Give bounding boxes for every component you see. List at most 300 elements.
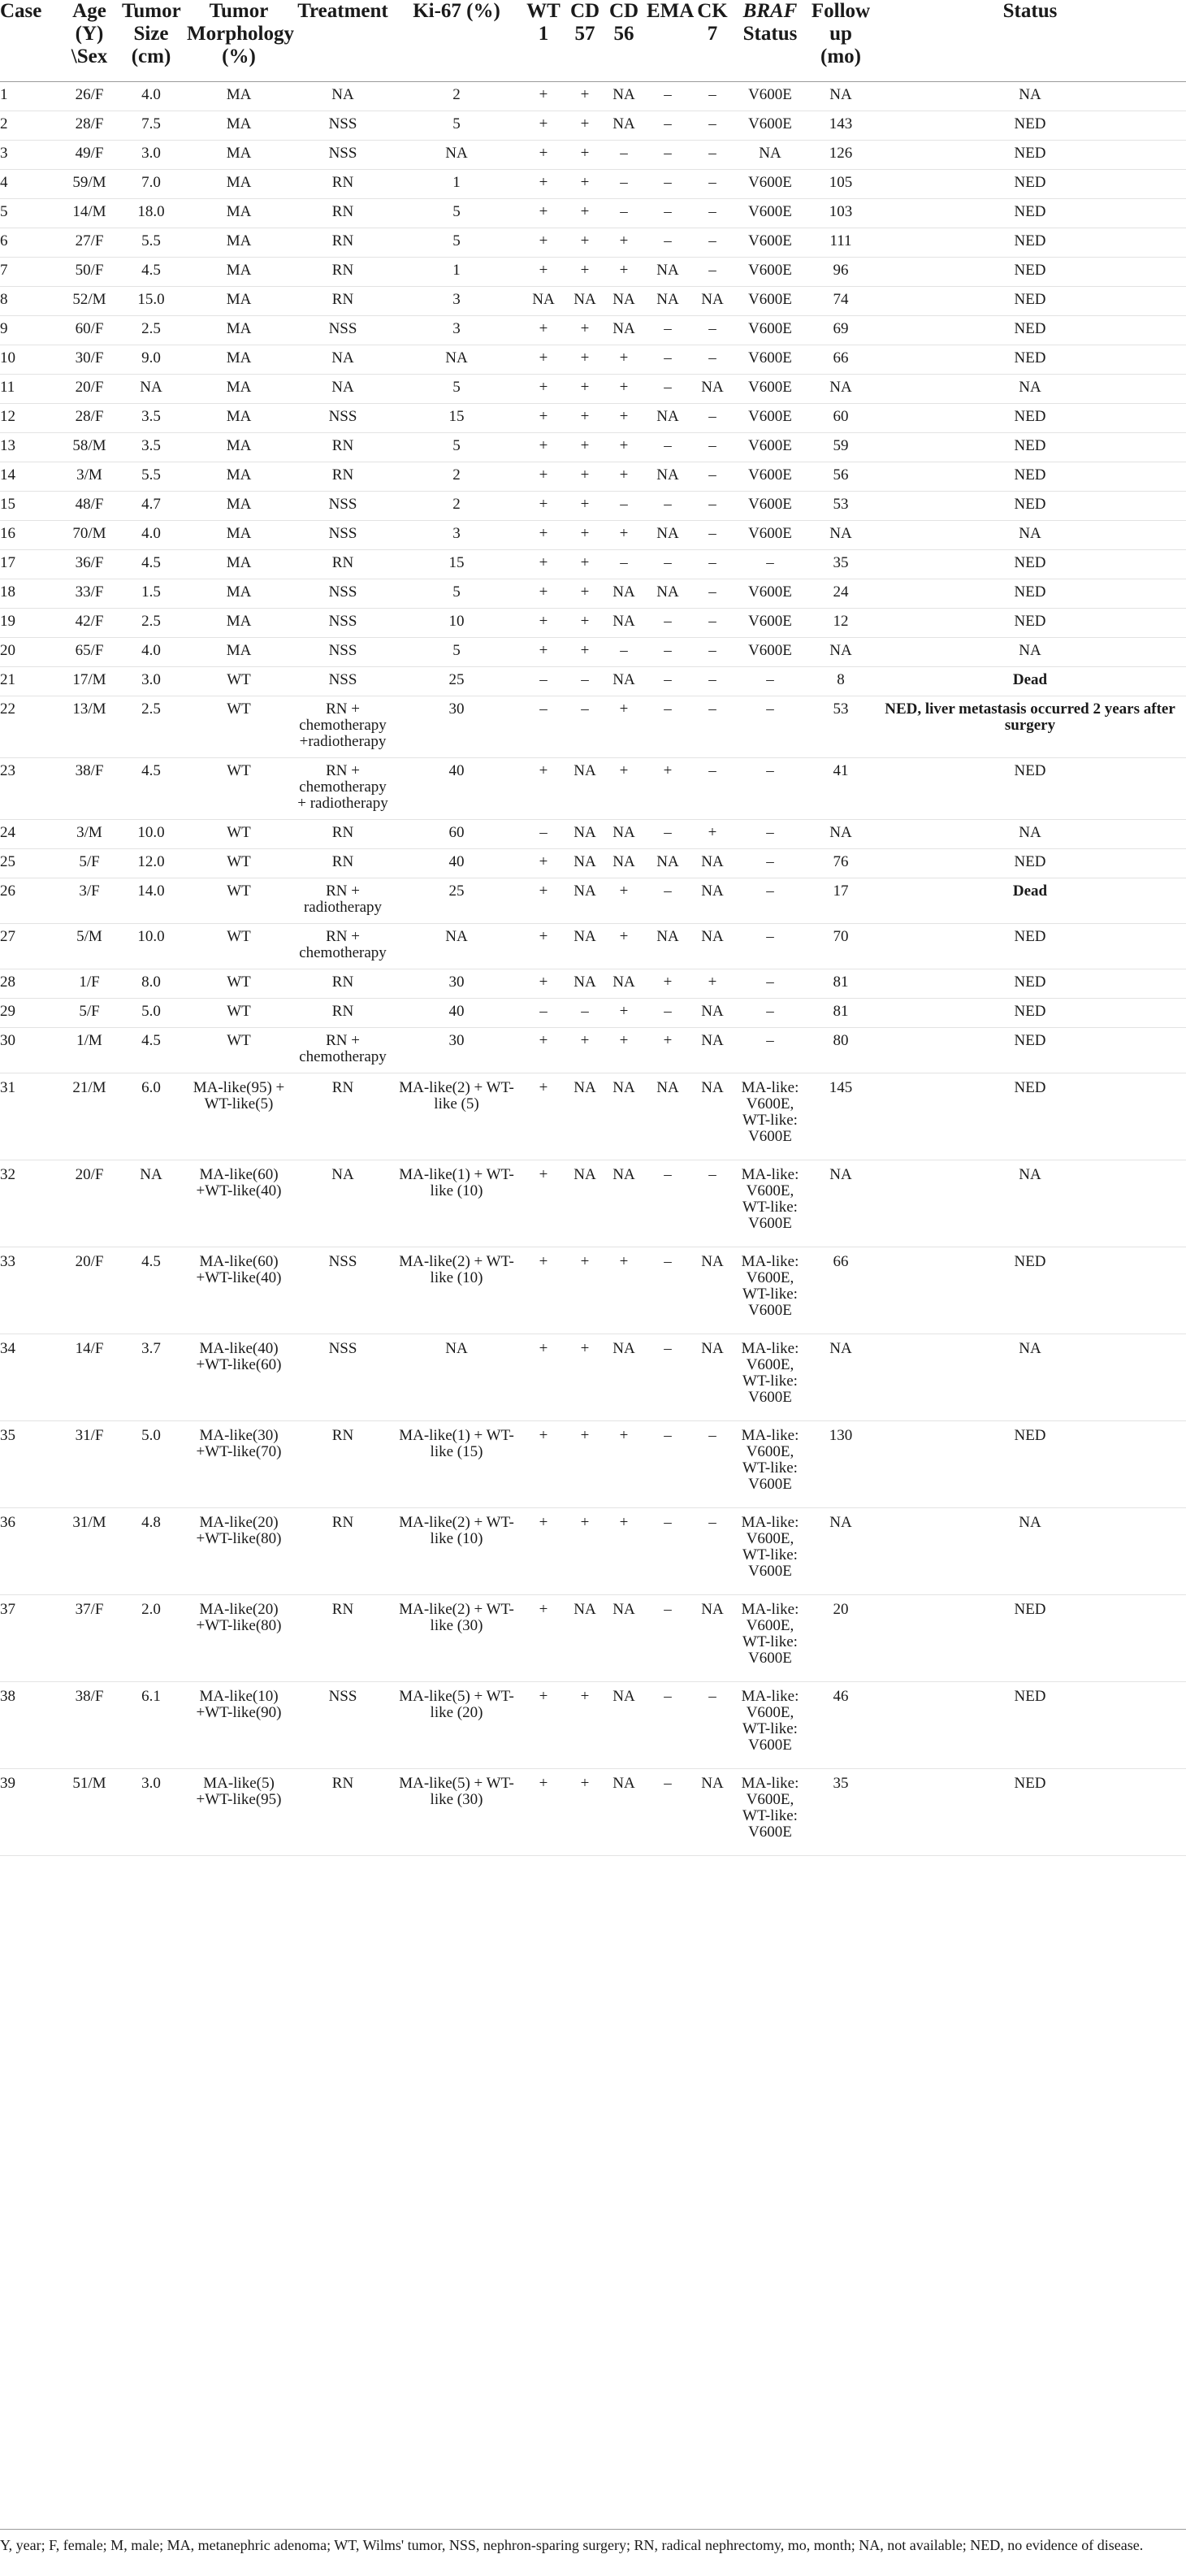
cell-morphology: MA [184,404,294,433]
cell-morphology: WT [184,999,294,1028]
cell-cd57: + [565,1247,604,1334]
cell-follow-up: NA [807,82,874,111]
cell-morphology: MA [184,258,294,287]
cell-follow-up: NA [807,638,874,667]
table-row [0,1421,1186,1508]
cell-ema: – [643,111,692,141]
cell-ki67: 15 [392,550,522,579]
cell-age-sex: 37/F [60,1595,119,1682]
cell-ck7: NA [692,375,733,404]
cell-morphology: MA-like(10) +WT-like(90) [184,1682,294,1769]
cell-cd56: + [604,878,643,924]
cell-ck7: NA [692,849,733,878]
cell-cd57: + [565,228,604,258]
cell-morphology: WT [184,878,294,924]
cell-ck7: – [692,1682,733,1769]
cell-follow-up: NA [807,820,874,849]
cell-age-sex: 17/M [60,667,119,696]
cell-cd56: + [604,1421,643,1508]
cell-cd57: + [565,141,604,170]
cell-age-sex: 3/M [60,820,119,849]
cell-ema: – [643,1421,692,1508]
cell-morphology: MA [184,170,294,199]
table-row [0,287,1186,316]
cell-treatment: NA [294,1160,392,1247]
cell-treatment: NSS [294,638,392,667]
cell-ck7: – [692,228,733,258]
cell-tumor-size: 18.0 [119,199,184,228]
cell-treatment: RN [294,199,392,228]
cell-status: NED [874,492,1186,521]
cell-tumor-size: NA [119,375,184,404]
table-row [0,924,1186,969]
cell-cd56: + [604,375,643,404]
cell-ki67: MA-like(1) + WT-like (15) [392,1421,522,1508]
cell-braf: V600E [733,258,807,287]
cell-ck7: + [692,969,733,999]
cell-wt1: + [522,345,565,375]
table-body [0,82,1186,1856]
cell-treatment: RN [294,1508,392,1595]
cell-wt1: NA [522,287,565,316]
table-row [0,462,1186,492]
cell-treatment: NSS [294,111,392,141]
cell-ck7: NA [692,1247,733,1334]
cell-cd57: NA [565,758,604,820]
cell-ck7: – [692,404,733,433]
cell-morphology: MA [184,462,294,492]
cell-tumor-size: 4.5 [119,1247,184,1334]
cell-wt1: + [522,1508,565,1595]
cell-age-sex: 3/M [60,462,119,492]
cell-ema: – [643,999,692,1028]
cell-follow-up: 35 [807,1769,874,1856]
cell-wt1: + [522,199,565,228]
cell-ema: NA [643,924,692,969]
table-row [0,667,1186,696]
cell-cd57: NA [565,820,604,849]
cell-ema: – [643,820,692,849]
cell-ck7: – [692,82,733,111]
cell-ema: NA [643,521,692,550]
cell-braf: MA-like: V600E, WT-like: V600E [733,1421,807,1508]
cell-treatment: NSS [294,521,392,550]
cell-case: 18 [0,579,60,609]
cell-treatment: NSS [294,1247,392,1334]
cell-morphology: WT [184,969,294,999]
cell-tumor-size: 14.0 [119,878,184,924]
header-ck7: CK 7 [692,0,733,82]
cell-status: NED [874,199,1186,228]
cell-age-sex: 21/M [60,1073,119,1160]
cell-cd56: NA [604,1595,643,1682]
cell-treatment: NSS [294,141,392,170]
cell-age-sex: 60/F [60,316,119,345]
cell-treatment: NSS [294,1682,392,1769]
cell-cd57: NA [565,1595,604,1682]
cell-ema: NA [643,849,692,878]
cell-ki67: 40 [392,999,522,1028]
cell-cd56: + [604,433,643,462]
cell-ki67: 30 [392,1028,522,1073]
cell-tumor-size: 10.0 [119,820,184,849]
cell-cd57: NA [565,849,604,878]
cell-tumor-size: 9.0 [119,345,184,375]
cell-ema: – [643,638,692,667]
cell-follow-up: 76 [807,849,874,878]
cell-braf: V600E [733,316,807,345]
cell-treatment: RN [294,228,392,258]
cell-case: 15 [0,492,60,521]
cell-cd57: + [565,1421,604,1508]
cell-ki67: 2 [392,492,522,521]
cell-case: 38 [0,1682,60,1769]
cell-treatment: NSS [294,609,392,638]
cell-braf: MA-like: V600E, WT-like: V600E [733,1247,807,1334]
cell-morphology: WT [184,667,294,696]
cell-follow-up: NA [807,1508,874,1595]
header-row [0,0,1186,82]
cell-age-sex: 1/F [60,969,119,999]
header-cd57: CD 57 [565,0,604,82]
cell-cd57: + [565,1769,604,1856]
cell-ck7: + [692,820,733,849]
cell-ema: – [643,1595,692,1682]
cell-age-sex: 59/M [60,170,119,199]
cell-follow-up: 46 [807,1682,874,1769]
cell-treatment: RN [294,820,392,849]
cell-ema: – [643,696,692,758]
cell-status: Dead [874,878,1186,924]
cell-braf: – [733,849,807,878]
cell-follow-up: 41 [807,758,874,820]
cell-cd57: + [565,1508,604,1595]
cell-ki67: 5 [392,228,522,258]
cell-ki67: 5 [392,638,522,667]
header-case: Case [0,0,60,82]
cell-tumor-size: 5.5 [119,228,184,258]
cell-age-sex: 31/M [60,1508,119,1595]
cell-follow-up: 143 [807,111,874,141]
cell-braf: – [733,969,807,999]
cell-case: 35 [0,1421,60,1508]
cell-ki67: MA-like(1) + WT-like (10) [392,1160,522,1247]
cell-tumor-size: 7.0 [119,170,184,199]
cell-tumor-size: 2.5 [119,609,184,638]
cell-age-sex: 42/F [60,609,119,638]
cell-case: 30 [0,1028,60,1073]
table-row [0,849,1186,878]
cell-cd57: – [565,696,604,758]
cell-cd57: + [565,199,604,228]
cell-case: 14 [0,462,60,492]
table-row [0,1028,1186,1073]
table-row [0,82,1186,111]
cell-cd56: – [604,492,643,521]
cell-cd56: NA [604,969,643,999]
cell-case: 29 [0,999,60,1028]
cell-braf: – [733,1028,807,1073]
cell-age-sex: 49/F [60,141,119,170]
cell-ck7: – [692,1508,733,1595]
cell-status: NED [874,1769,1186,1856]
cell-morphology: MA [184,228,294,258]
cell-age-sex: 14/M [60,199,119,228]
cell-treatment: RN [294,1769,392,1856]
cell-case: 16 [0,521,60,550]
cell-follow-up: 70 [807,924,874,969]
cell-case: 32 [0,1160,60,1247]
table-row [0,696,1186,758]
table-row [0,1595,1186,1682]
cell-cd56: + [604,345,643,375]
cell-ema: – [643,433,692,462]
cell-morphology: MA [184,550,294,579]
cell-follow-up: 24 [807,579,874,609]
cell-cd56: NA [604,849,643,878]
cell-morphology: MA [184,287,294,316]
cell-status: NED [874,609,1186,638]
cell-ck7: – [692,521,733,550]
cell-tumor-size: 3.7 [119,1334,184,1421]
cell-ema: NA [643,287,692,316]
cell-morphology: MA [184,375,294,404]
cell-ema: – [643,170,692,199]
cell-morphology: MA [184,111,294,141]
cell-case: 25 [0,849,60,878]
cell-cd57: + [565,82,604,111]
cell-morphology: MA [184,609,294,638]
table-row [0,1073,1186,1160]
cell-morphology: MA [184,199,294,228]
cell-ki67: 2 [392,462,522,492]
cell-ck7: – [692,758,733,820]
cell-wt1: + [522,1421,565,1508]
cell-morphology: MA-like(95) + WT-like(5) [184,1073,294,1160]
cell-age-sex: 20/F [60,1160,119,1247]
table-row [0,404,1186,433]
cell-ck7: – [692,579,733,609]
cell-wt1: – [522,820,565,849]
cell-cd57: + [565,375,604,404]
cell-case: 17 [0,550,60,579]
cell-ck7: NA [692,1769,733,1856]
cell-morphology: MA [184,316,294,345]
cell-follow-up: 96 [807,258,874,287]
cell-tumor-size: 4.5 [119,758,184,820]
cell-cd56: NA [604,316,643,345]
cell-cd57: NA [565,878,604,924]
cell-case: 5 [0,199,60,228]
cell-morphology: MA-like(60) +WT-like(40) [184,1160,294,1247]
cell-case: 26 [0,878,60,924]
cell-ki67: 1 [392,170,522,199]
cell-ki67: MA-like(2) + WT-like (30) [392,1595,522,1682]
cell-ck7: – [692,111,733,141]
cell-treatment: NA [294,82,392,111]
cell-braf: V600E [733,492,807,521]
cell-status: NED [874,758,1186,820]
table-row [0,492,1186,521]
cell-morphology: MA-like(20) +WT-like(80) [184,1508,294,1595]
cell-ki67: 1 [392,258,522,287]
cell-morphology: MA-like(20) +WT-like(80) [184,1595,294,1682]
cell-ki67: 3 [392,521,522,550]
cell-wt1: + [522,462,565,492]
cell-case: 3 [0,141,60,170]
cell-status: NED [874,550,1186,579]
cell-cd57: + [565,1334,604,1421]
cell-wt1: + [522,969,565,999]
cell-ema: + [643,758,692,820]
cell-status: NED [874,111,1186,141]
cell-case: 31 [0,1073,60,1160]
cell-tumor-size: 6.1 [119,1682,184,1769]
cell-status: NED [874,345,1186,375]
cell-morphology: MA [184,521,294,550]
cell-ema: – [643,1682,692,1769]
cell-follow-up: NA [807,521,874,550]
cell-cd56: + [604,924,643,969]
cell-tumor-size: 3.5 [119,404,184,433]
cell-ck7: NA [692,999,733,1028]
cell-cd57: NA [565,969,604,999]
cell-tumor-size: 6.0 [119,1073,184,1160]
table-row [0,1769,1186,1856]
cell-morphology: MA-like(60) +WT-like(40) [184,1247,294,1334]
cell-ema: – [643,82,692,111]
cell-ki67: 10 [392,609,522,638]
cell-braf: V600E [733,170,807,199]
cell-status: NED [874,1073,1186,1160]
cell-follow-up: 53 [807,696,874,758]
cell-ck7: NA [692,1073,733,1160]
cell-braf: MA-like: V600E, WT-like: V600E [733,1508,807,1595]
cell-cd56: + [604,258,643,287]
table-row [0,345,1186,375]
cell-case: 28 [0,969,60,999]
cell-cd57: + [565,638,604,667]
cell-ema: NA [643,258,692,287]
cell-ck7: – [692,433,733,462]
cell-status: NED [874,433,1186,462]
cell-case: 24 [0,820,60,849]
table-row [0,199,1186,228]
cell-cd56: NA [604,111,643,141]
cell-ck7: – [692,609,733,638]
cell-cd56: + [604,462,643,492]
cell-follow-up: 80 [807,1028,874,1073]
cell-follow-up: 59 [807,433,874,462]
header-treatment: Treatment [294,0,392,82]
cell-ck7: NA [692,1334,733,1421]
header-braf-status: BRAF Status [733,0,807,82]
cell-case: 39 [0,1769,60,1856]
cell-braf: MA-like: V600E, WT-like: V600E [733,1769,807,1856]
cell-treatment: RN [294,433,392,462]
table-row [0,758,1186,820]
table-row [0,878,1186,924]
cell-follow-up: 111 [807,228,874,258]
cell-follow-up: NA [807,375,874,404]
cell-braf: V600E [733,287,807,316]
cell-status: NA [874,638,1186,667]
cell-cd56: – [604,550,643,579]
cell-braf: – [733,550,807,579]
cell-ki67: MA-like(5) + WT-like (30) [392,1769,522,1856]
table-row [0,258,1186,287]
cell-case: 9 [0,316,60,345]
cell-age-sex: 5/F [60,849,119,878]
cell-cd56: + [604,1508,643,1595]
cell-ki67: 25 [392,667,522,696]
cell-status: NA [874,375,1186,404]
cell-case: 33 [0,1247,60,1334]
cell-cd57: + [565,1028,604,1073]
table-row [0,579,1186,609]
table-row [0,1247,1186,1334]
cell-follow-up: 105 [807,170,874,199]
cell-status: NED [874,258,1186,287]
cell-wt1: + [522,609,565,638]
cell-follow-up: 53 [807,492,874,521]
cell-tumor-size: 3.0 [119,141,184,170]
cell-case: 19 [0,609,60,638]
cell-cd56: + [604,999,643,1028]
cell-status: NA [874,82,1186,111]
cell-ki67: MA-like(2) + WT-like (10) [392,1508,522,1595]
cell-morphology: WT [184,696,294,758]
cell-ki67: NA [392,924,522,969]
cell-wt1: + [522,521,565,550]
cell-case: 34 [0,1334,60,1421]
cell-ema: – [643,1247,692,1334]
cell-follow-up: NA [807,1160,874,1247]
cell-age-sex: 48/F [60,492,119,521]
table-row [0,521,1186,550]
cell-tumor-size: 5.0 [119,999,184,1028]
header-wt1: WT 1 [522,0,565,82]
cell-age-sex: 51/M [60,1769,119,1856]
cell-follow-up: 20 [807,1595,874,1682]
cell-age-sex: 1/M [60,1028,119,1073]
cell-treatment: NSS [294,579,392,609]
cell-ki67: NA [392,1334,522,1421]
header-tumor-size: Tumor Size (cm) [119,0,184,82]
cell-tumor-size: 4.5 [119,258,184,287]
cell-ema: – [643,609,692,638]
cell-braf: – [733,878,807,924]
cell-ema: NA [643,1073,692,1160]
cell-braf: – [733,758,807,820]
cell-ema: – [643,1160,692,1247]
cell-age-sex: 5/M [60,924,119,969]
cell-status: NED [874,849,1186,878]
cell-braf: V600E [733,345,807,375]
cell-treatment: RN + chemotherapy +radiotherapy [294,696,392,758]
cell-cd57: + [565,345,604,375]
cell-cd57: + [565,316,604,345]
cell-age-sex: 33/F [60,579,119,609]
cell-age-sex: 28/F [60,404,119,433]
cell-cd56: NA [604,609,643,638]
cell-braf: MA-like: V600E, WT-like: V600E [733,1334,807,1421]
cell-wt1: + [522,170,565,199]
cell-age-sex: 3/F [60,878,119,924]
cell-wt1: + [522,1247,565,1334]
cell-wt1: + [522,638,565,667]
cell-tumor-size: 4.0 [119,521,184,550]
